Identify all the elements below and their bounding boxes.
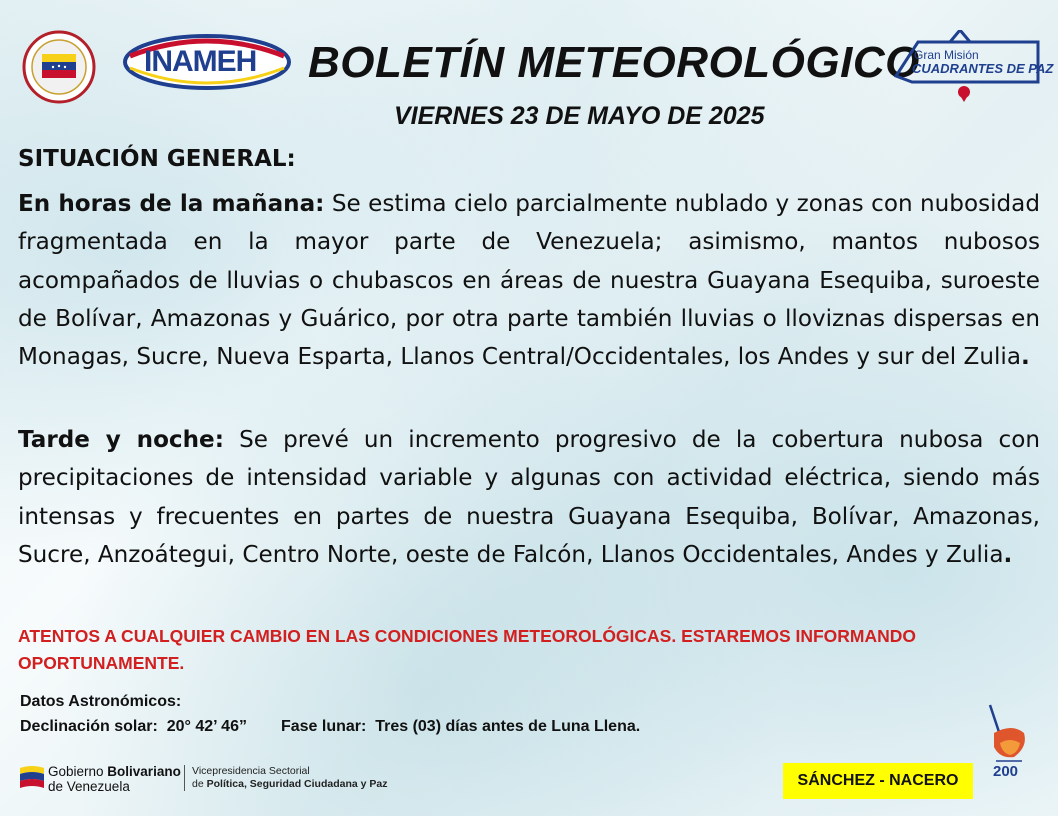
vicepresidencia-logo (192, 765, 388, 791)
gobierno-bolivariano-logo (48, 764, 181, 794)
afternoon-lead: Tarde y noche: (18, 427, 224, 453)
page-title: BOLETÍN METEOROLÓGICO (308, 38, 920, 87)
morning-forecast (18, 185, 1040, 376)
gran-mision-cuadrantes-logo (888, 30, 1054, 104)
vice-line2-b: Política, Seguridad Ciudadana y Paz (206, 778, 388, 790)
bicentennial-emblem (984, 703, 1034, 801)
vice-line1: Vicepresidencia Sectorial (192, 765, 310, 777)
declination-label: Declinación solar: (20, 718, 158, 735)
declination-value: 20° 42’ 46” (166, 718, 247, 735)
morning-lead: En horas de la mañana: (18, 191, 325, 217)
ministry-seal-logo (22, 30, 96, 104)
moon-phase-value: Tres (03) días antes de Luna Llena. (375, 718, 641, 735)
gob-line2: de Venezuela (48, 779, 130, 794)
morning-text: Se estima cielo parcialmente nublado y zonas con nubosidad fragmentada en la mayor parte de Venezuela; asimismo, mantos nubosos acompañados de lluvias o chubascos en áreas de nuestra Guayana Esequiba, suroeste de Bolívar, Amazonas y Guárico, por otra parte también lluvias o lloviznas dispersas en Monagas, Sucre, Nueva Esparta, Llanos Central/Occidentales, los Andes y sur del Zulia (18, 191, 1040, 371)
emblem-number: 200 (993, 763, 1019, 780)
alert-notice: ATENTOS A CUALQUIER CAMBIO EN LAS CONDICIONES METEOROLÓGICAS. ESTAREMOS INFORMANDO OPORTUNAMENTE. (18, 626, 917, 673)
afternoon-forecast (18, 421, 1040, 574)
gran-mision-line2: CUADRANTES DE PAZ (912, 61, 1054, 76)
astronomy-title: Datos Astronómicos: (20, 693, 182, 710)
astronomy-data (20, 718, 640, 736)
afternoon-text: Se prevé un incremento progresivo de la cobertura nubosa con precipitaciones de intensidad variable y algunas con actividad eléctrica, siendo más intensas y frecuentes en partes de nuestra Guayana Esequiba, Bolívar, Amazonas, Sucre, Anzoátegui, Centro Norte, oeste de Falcón, Llanos Occidentales, Andes y Zulia (18, 427, 1040, 568)
section-heading: SITUACIÓN GENERAL: (18, 146, 296, 172)
inameh-logo-text: INAMEH (144, 45, 257, 78)
bulletin-date: VIERNES 23 DE MAYO DE 2025 (394, 102, 765, 130)
gran-mision-line1: Gran Misión (914, 48, 979, 62)
author-signature: SÁNCHEZ - NACERO (783, 763, 973, 799)
footer-divider (184, 765, 185, 791)
venezuela-flag-icon (20, 764, 44, 790)
afternoon-period: . (1003, 541, 1013, 568)
morning-period: . (1020, 344, 1030, 371)
inameh-logo (122, 32, 292, 92)
moon-phase-label: Fase lunar: (280, 718, 367, 735)
gob-line1-a: Gobierno (48, 764, 108, 779)
gob-line1-b: Bolivariano (107, 764, 181, 779)
vice-line2-a: de (192, 778, 207, 790)
